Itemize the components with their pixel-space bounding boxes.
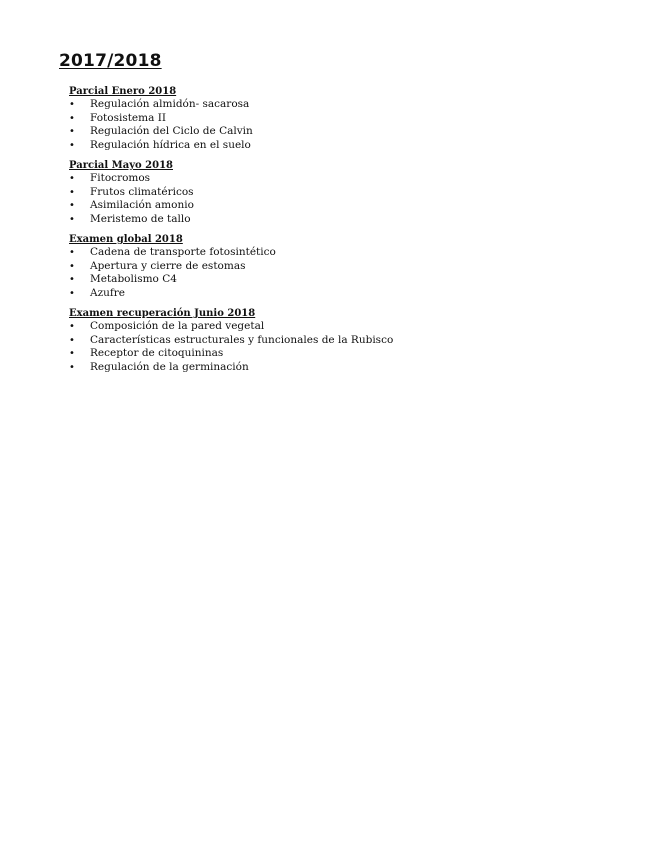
section-examen-global xyxy=(69,234,629,300)
bullet-icon: • xyxy=(69,112,75,124)
topic-text: Azufre xyxy=(90,286,125,299)
topic-text: Regulación hídrica en el suelo xyxy=(90,138,251,151)
topic-text: Regulación de la germinación xyxy=(90,360,249,373)
list-item xyxy=(69,125,629,139)
section-parcial-mayo xyxy=(69,160,629,226)
bullet-icon: • xyxy=(69,173,75,184)
list-item xyxy=(69,361,629,375)
list-item xyxy=(69,112,629,126)
bullet-icon: • xyxy=(69,139,75,151)
section-heading: Examen recuperación Junio 2018 xyxy=(69,308,256,319)
topic-list xyxy=(69,98,629,152)
topic-text: Frutos climatéricos xyxy=(90,185,194,198)
topic-text: Meristemo de tallo xyxy=(90,212,191,225)
bullet-icon: • xyxy=(69,321,75,332)
bullet-icon: • xyxy=(69,186,75,198)
bullet-icon: • xyxy=(69,260,75,272)
list-item xyxy=(69,186,629,200)
topic-text: Fitocromos xyxy=(90,172,151,184)
section-heading: Parcial Mayo 2018 xyxy=(69,160,173,171)
list-item xyxy=(69,334,629,348)
list-item xyxy=(69,260,629,274)
topic-text: Asimilación amonio xyxy=(90,199,194,211)
topic-text: Apertura y cierre de estomas xyxy=(90,259,246,272)
list-item xyxy=(69,199,629,213)
bullet-icon: • xyxy=(69,247,75,258)
bullet-icon: • xyxy=(69,213,75,225)
topic-list xyxy=(69,246,629,300)
bullet-icon: • xyxy=(69,200,75,211)
topic-text: Cadena de transporte fotosintético xyxy=(90,246,276,258)
topic-text: Regulación del Ciclo de Calvin xyxy=(90,125,253,137)
bullet-icon: • xyxy=(69,334,75,346)
bullet-icon: • xyxy=(69,126,75,137)
bullet-icon: • xyxy=(69,287,75,299)
bullet-icon: • xyxy=(69,99,75,110)
list-item xyxy=(69,273,629,287)
bullet-icon: • xyxy=(69,274,75,285)
topic-text: Fotosistema II xyxy=(90,111,166,124)
topic-list xyxy=(69,320,629,374)
section-heading: Parcial Enero 2018 xyxy=(69,86,177,97)
topic-text: Metabolismo C4 xyxy=(90,273,177,285)
list-item xyxy=(69,172,629,186)
bullet-icon: • xyxy=(69,348,75,359)
section-heading: Examen global 2018 xyxy=(69,234,183,245)
list-item xyxy=(69,139,629,153)
topic-text: Características estructurales y funcionales de la Rubisco xyxy=(90,333,394,346)
document-title: 2017/2018 xyxy=(59,51,162,71)
list-item xyxy=(69,98,629,112)
list-item xyxy=(69,213,629,227)
list-item xyxy=(69,347,629,361)
section-parcial-enero xyxy=(69,86,629,152)
topic-text: Receptor de citoquininas xyxy=(90,347,224,359)
list-item xyxy=(69,246,629,260)
exam-sections xyxy=(69,86,629,382)
topic-text: Composición de la pared vegetal xyxy=(90,320,265,332)
topic-text: Regulación almidón- sacarosa xyxy=(90,98,250,110)
list-item xyxy=(69,320,629,334)
bullet-icon: • xyxy=(69,361,75,373)
topic-list xyxy=(69,172,629,226)
list-item xyxy=(69,287,629,301)
section-examen-recuperacion xyxy=(69,308,629,374)
